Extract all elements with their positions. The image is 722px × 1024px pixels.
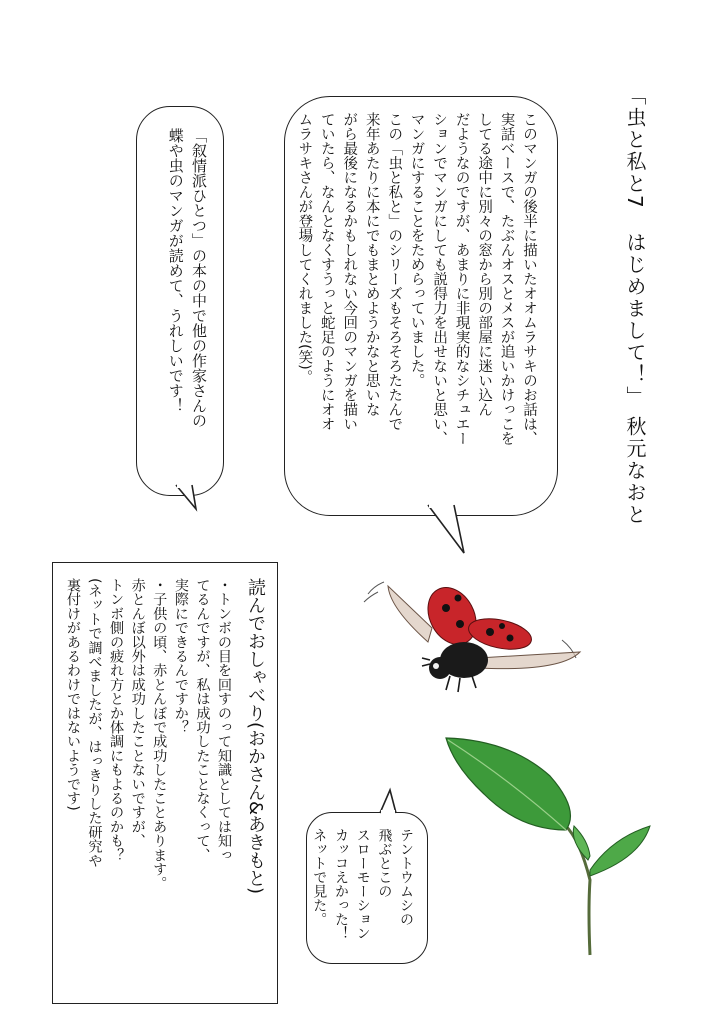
talk-heading: 読んでおしゃべり(おかさん&あきもと) [245,578,266,895]
bubble-main-tail [420,505,480,565]
leaf-illustration [440,730,660,960]
bubble-small-tail [378,788,408,818]
small-bubble-text: テントウムシの 飛ぶとこの スローモーション カッコえかった！ ネットで見た。 [311,828,414,940]
talk-body: ・トンボの目を回すのって知識としては知っ てるんですが、私は成功したことなくって、 実際にできるんですか？ ・子供の頃、赤とんぼで成功したことあります。 赤とんぼ以外は成功したことないですが、 トンボ側の疲れ方とか体調にもよるのかも？ (ネットで調べましたが、はっきりした研究や 裏付けがあるわけではないようです) [64,578,232,891]
main-bubble-text: このマンガの後半に描いたオオムラサキのお話は、 実話ベースで、たぶんオスとメスが追いかけっこを してる途中に別々の窓から別の部屋に迷い込ん だようなのですが、あまりに非現実的なシチュエー ションでマンガにしても説得力を出せないと思い、 マンガにすることをためらっていました。 この「虫と私と」のシリーズもそろそろたたんで 来年あたりに本にでもまとめようかなと思いな がら最後になるかもしれない今回のマンガを描い ていたら、なんとなくすうっと蛇足のようにオオ ムラサキさんが登場してくれました(笑)。 [296,112,537,446]
ladybug-illustration [360,568,590,698]
left-bubble-text: 「叙情派ひとつ」の本の中で他の作家さんの 蝶や虫のマンガが読めて、うれしいです！ [166,128,208,428]
bubble-left-tail [172,485,212,525]
page-title: 「虫と私と7 はじめまして！」 秋元なおと [623,85,647,527]
